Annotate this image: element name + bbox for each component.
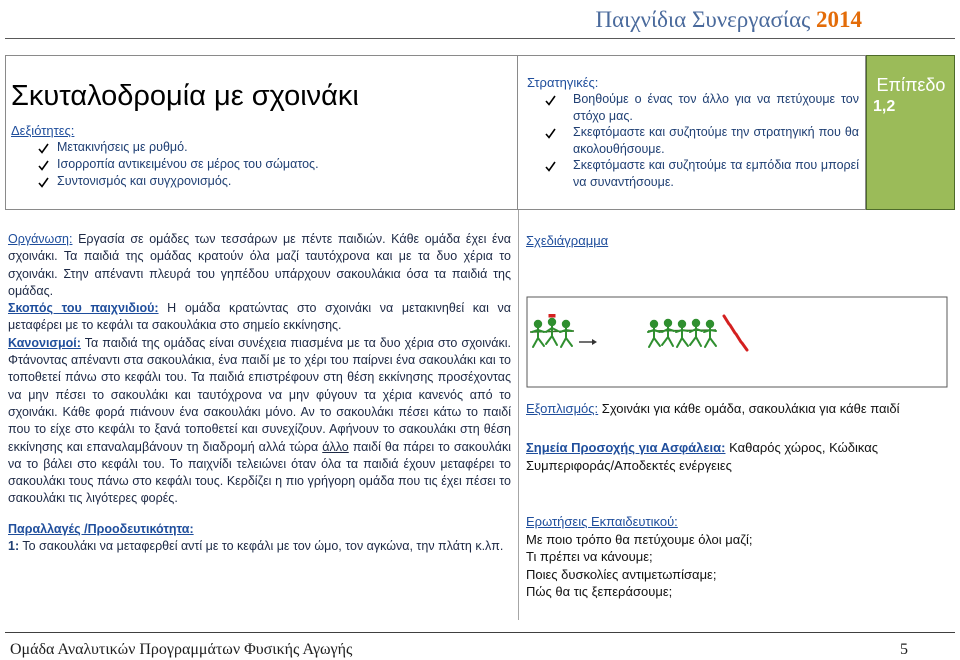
player-figure xyxy=(704,321,716,347)
game-description xyxy=(8,231,511,555)
variations-label: Παραλλαγές /Προοδευτικότητα: xyxy=(8,521,194,536)
skill-text: Μετακινήσεις με ρυθμό. xyxy=(57,140,188,154)
skill-item xyxy=(11,139,511,156)
header-year: 2014 xyxy=(816,7,862,32)
player-figure xyxy=(676,321,688,347)
goal-label: Σκοπός του παιχνιδιού: xyxy=(8,301,159,316)
safety-section xyxy=(526,439,952,474)
skill-item xyxy=(11,173,511,190)
goal-paragraph xyxy=(8,300,511,335)
equipment-section xyxy=(526,400,952,418)
player-figure xyxy=(648,321,660,347)
questions-label: Ερωτήσεις Εκπαιδευτικού: xyxy=(526,514,678,529)
activity-title: Σκυταλοδρομία με σχοινάκι xyxy=(11,80,359,112)
footer-rule xyxy=(5,632,955,633)
team-moving xyxy=(648,320,716,347)
beanbag xyxy=(549,314,556,318)
checkmark-icon xyxy=(545,127,556,138)
footer-team: Ομάδα Αναλυτικών Προγραμμάτων Φυσικής Αγωγής xyxy=(10,641,353,658)
player-figure xyxy=(690,320,702,346)
equipment-text: Σχοινάκι για κάθε ομάδα, σακουλάκια για κάθε παιδί xyxy=(601,401,900,416)
beanbag-pile xyxy=(724,316,747,350)
question-item: Ποιες δυσκολίες αντιμετωπίσαμε; xyxy=(526,566,717,582)
game-diagram xyxy=(526,254,951,390)
beanbag xyxy=(736,334,741,342)
organization-label: Οργάνωση: xyxy=(8,232,73,246)
column-divider xyxy=(518,210,519,620)
strategy-text: Σκεφτόμαστε και συζητούμε την στρατηγική που θα ακολουθήσουμε. xyxy=(573,125,859,156)
strategy-item xyxy=(527,91,859,124)
rules-paragraph xyxy=(8,335,511,508)
checkmark-icon xyxy=(545,94,556,105)
variation-item xyxy=(8,538,511,555)
page-header xyxy=(596,6,863,34)
safety-label: Σημεία Προσοχής για Ασφάλεια: xyxy=(526,440,726,455)
organization-paragraph xyxy=(8,231,511,300)
variation-text: Το σακουλάκι να μεταφερθεί αντί με το κεφάλι με τον ώμο, τον αγκώνα, την πλάτη κ.λπ. xyxy=(22,539,504,554)
rules-text: Τα παιδιά της ομάδας είναι συνέχεια πιασμένα με τα δυο χέρια στο σχοινάκι. Φτάνοντας απέναντι στα σακουλάκια, ένα παιδί με το χέρι του παίρνει ένα σακουλάκι και το τοποθετεί πάνω στο κεφάλι του. Τα παιδιά επιστρέφουν στη θέση εκκίνησης προσέχοντας να μην πέσει το σακουλάκι και ταυτόχρονα να μην φύγουν τα χέρια κανενός από το σχοινάκι. Κάθε φορά πιάνουν ένα σακουλάκι μόνο. Αν το σακουλάκι πέσει κάτω το παιδί που το είχε στο κεφάλι το ξανά τοποθετεί και συνεχίζουν. Αφήνουν το σακουλάκι στη θέση εκκίνησης και επαναλαμβάνουν τη διαδρομή αλλά τώρα xyxy=(8,335,512,454)
strategy-item xyxy=(527,124,859,157)
level-label: Επίπεδο xyxy=(876,75,946,95)
activity-box xyxy=(5,55,518,210)
variation-number: 1: xyxy=(8,539,20,554)
safety-text: Καθαρός χώρος, Κώδικας Συμπεριφοράς/Αποδεκτές ενέργειες xyxy=(526,440,879,473)
goal-text: Η ομάδα κρατώντας στο σχοινάκι να μετακινηθεί και να μεταφέρει με το κεφάλι τα σακουλάκια στο σημείο εκκίνησης. xyxy=(8,301,511,333)
player-figure xyxy=(560,321,572,347)
equipment-label: Εξοπλισμός: xyxy=(526,401,599,416)
rules-text-continued: παιδί θα πάρει το σακουλάκι να το βάλει στο κεφάλι του. Το παιχνίδι τελειώνει όταν όλα τα παιδιά έχουν μεταφέρει το σακουλάκι τους πάνω στο κεφάλι τους. Κερδίζει η πιο γρήγορη ομάδα που τις έχει πέσει το σακουλάκι τις λιγότερες φορές. xyxy=(8,439,511,506)
team-start xyxy=(530,314,574,347)
strategy-item xyxy=(527,157,859,190)
beanbag xyxy=(742,343,747,350)
strategy-text: Σκεφτόμαστε και συζητούμε τα εμπόδια που μπορεί να συναντήσουμε. xyxy=(573,158,859,189)
checkmark-icon xyxy=(38,142,49,153)
strategies-label: Στρατηγικές: xyxy=(527,75,599,90)
checkmark-icon xyxy=(38,176,49,187)
beanbag xyxy=(724,316,729,324)
question-item: Με ποιο τρόπο θα πετύχουμε όλοι μαζί; xyxy=(526,531,753,547)
skill-item xyxy=(11,156,511,173)
skills-label: Δεξιότητες: xyxy=(11,123,75,138)
level-box xyxy=(866,55,955,210)
header-title: Παιχνίδια Συνεργασίας xyxy=(595,7,811,32)
skill-text: Συντονισμός και συγχρονισμός. xyxy=(57,174,232,188)
level-value: 1,2 xyxy=(873,98,896,115)
player-figure xyxy=(532,321,544,347)
diagram-label: Σχεδιάγραμμα xyxy=(526,233,609,248)
direction-arrow xyxy=(579,339,597,345)
skill-text: Ισορροπία αντικειμένου σε μέρος του σώματος. xyxy=(57,157,319,171)
questions-section xyxy=(526,513,952,601)
organization-text: Εργασία σε ομάδες των τεσσάρων με πέντε παιδιών. Κάθε ομάδα έχει ένα σχοινάκι. Τα παιδιά της ομάδας κρατούν όλα μαζί ταυτόχρονα και με τα δυο χέρια το σχοινάκι. Στην απέναντι πλευρά του γηπέδου υπάρχουν σακουλάκια όσα τα παιδιά της ομάδας. xyxy=(8,232,511,298)
variations-heading xyxy=(8,521,511,538)
diagram-heading xyxy=(526,232,952,250)
strategy-text: Βοηθούμε ο ένας τον άλλο για να πετύχουμε τον στόχο μας. xyxy=(573,92,859,123)
rules-emphasis: άλλο xyxy=(322,439,349,454)
header-rule xyxy=(5,38,955,39)
checkmark-icon xyxy=(545,160,556,171)
strategies-box xyxy=(518,55,866,210)
rules-label: Κανονισμοί: xyxy=(8,335,81,350)
beanbag xyxy=(730,325,735,333)
question-item: Πώς θα τις ξεπεράσουμε; xyxy=(526,584,673,599)
player-figure xyxy=(662,320,674,346)
checkmark-icon xyxy=(38,159,49,170)
question-item: Τι πρέπει να κάνουμε; xyxy=(526,549,653,564)
page-number: 5 xyxy=(900,641,908,658)
